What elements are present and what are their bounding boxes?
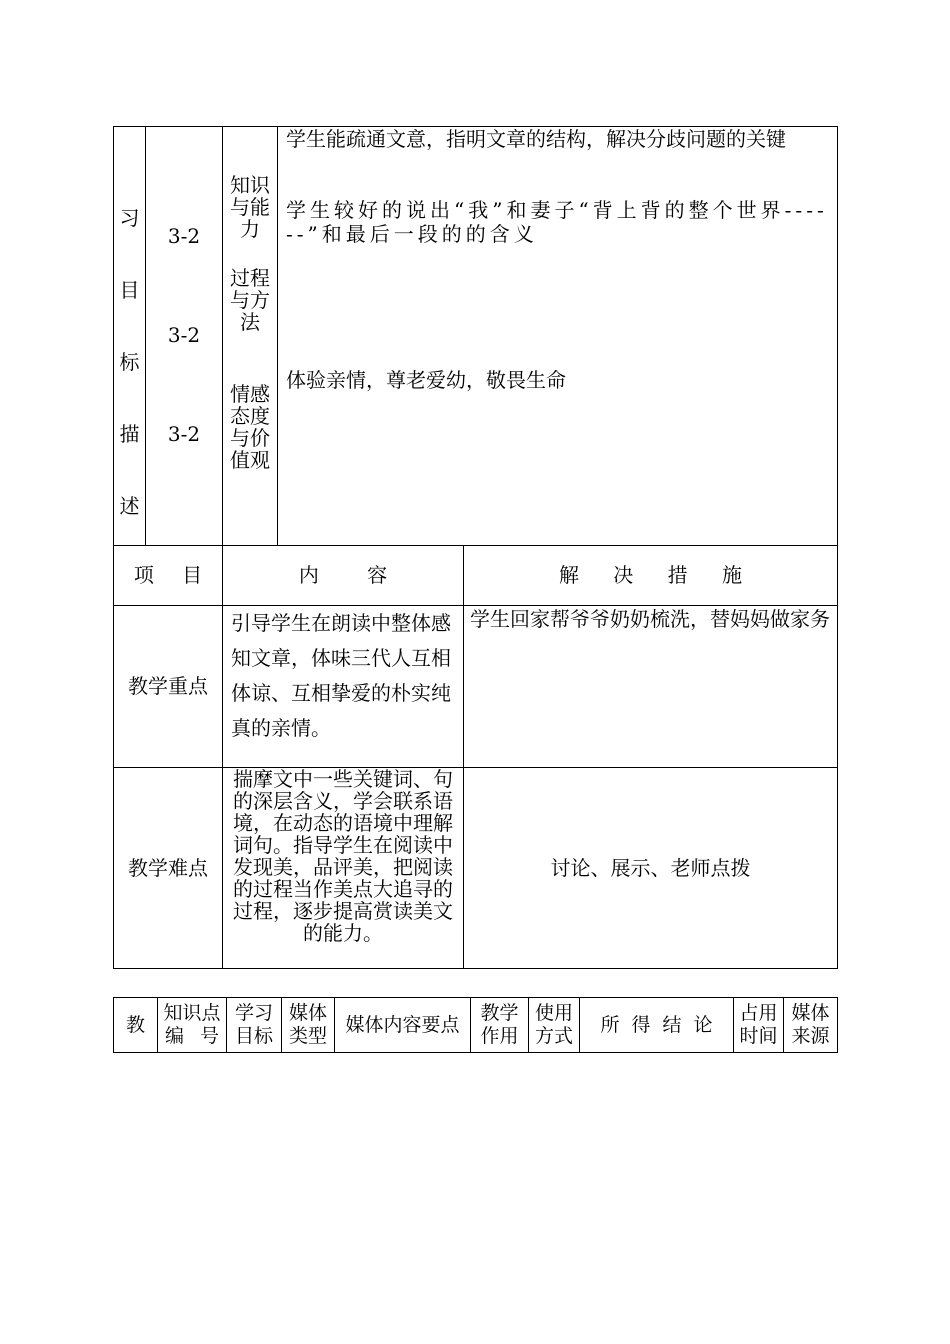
header-item: 项 目 bbox=[114, 546, 223, 606]
header-content: 内 容 bbox=[223, 546, 464, 606]
objectives-levels bbox=[146, 127, 223, 546]
objectives-goals bbox=[278, 127, 838, 546]
row-content-difficulty: 揣摩文中一些关键词、句的深层含义，学会联系语境，在动态的语境中理解词句。指导学生在阅读中发现美，品评美，把阅读的过程当作美点大追寻的过程，逐步提高赏读美文的能力。 bbox=[223, 768, 464, 969]
row-item-focus: 教学重点 bbox=[114, 606, 223, 768]
row-measures-difficulty: 讨论、展示、老师点拨 bbox=[464, 768, 838, 969]
header-row bbox=[114, 546, 838, 606]
side-label-char: 标 bbox=[119, 350, 140, 374]
media-col-conclusion: 所 得 结 论 bbox=[580, 998, 734, 1053]
dimension-knowledge: 知识 与能 力 bbox=[230, 173, 270, 241]
side-label-char: 目 bbox=[119, 278, 140, 302]
goal-process: 学生较好的说出“我”和妻子“背上背的整个世界------”和最后一段的的含义 bbox=[286, 198, 828, 246]
table-row bbox=[114, 768, 838, 969]
media-col-teaching-role: 教学 作用 bbox=[471, 998, 529, 1053]
media-col-knowledge-number: 知识点 编 号 bbox=[158, 998, 227, 1053]
goal-emotion: 体验亲情，尊老爱幼，敬畏生命 bbox=[286, 368, 566, 392]
header-measures: 解 决 措 施 bbox=[464, 546, 838, 606]
objectives-table bbox=[113, 126, 838, 969]
side-label-char: 习 bbox=[119, 206, 140, 230]
table-row bbox=[114, 606, 838, 768]
media-col-media-type: 媒体 类型 bbox=[282, 998, 335, 1053]
objectives-row bbox=[114, 127, 838, 546]
row-measures-focus: 学生回家帮爷爷奶奶梳洗，替妈妈做家务 bbox=[464, 606, 838, 768]
media-col-learning-goal: 学习 目标 bbox=[227, 998, 282, 1053]
media-col-content-points: 媒体内容要点 bbox=[335, 998, 471, 1053]
side-label-char: 描 bbox=[119, 422, 140, 446]
media-col-usage: 使用 方式 bbox=[529, 998, 580, 1053]
level-value: 3-2 bbox=[167, 323, 201, 347]
level-value: 3-2 bbox=[167, 422, 201, 446]
dimension-process: 过程 与方 法 bbox=[230, 266, 270, 334]
level-value: 3-2 bbox=[167, 224, 201, 248]
side-label-char: 述 bbox=[119, 494, 140, 518]
media-header-row bbox=[114, 998, 838, 1053]
row-content-focus: 引导学生在朗读中整体感知文章，体味三代人互相体谅、互相挚爱的朴实纯真的亲情。 bbox=[223, 606, 464, 768]
objectives-side-label bbox=[114, 127, 146, 546]
media-col-teach: 教 bbox=[114, 998, 158, 1053]
media-col-time: 占用 时间 bbox=[734, 998, 784, 1053]
row-item-difficulty: 教学难点 bbox=[114, 768, 223, 969]
media-col-source: 媒体 来源 bbox=[784, 998, 838, 1053]
dimension-emotion: 情感 态度 与价 值观 bbox=[230, 382, 270, 472]
media-table bbox=[113, 997, 838, 1053]
objectives-dimensions bbox=[223, 127, 278, 546]
goal-knowledge: 学生能疏通文意，指明文章的结构，解决分歧问题的关键 bbox=[286, 127, 786, 151]
